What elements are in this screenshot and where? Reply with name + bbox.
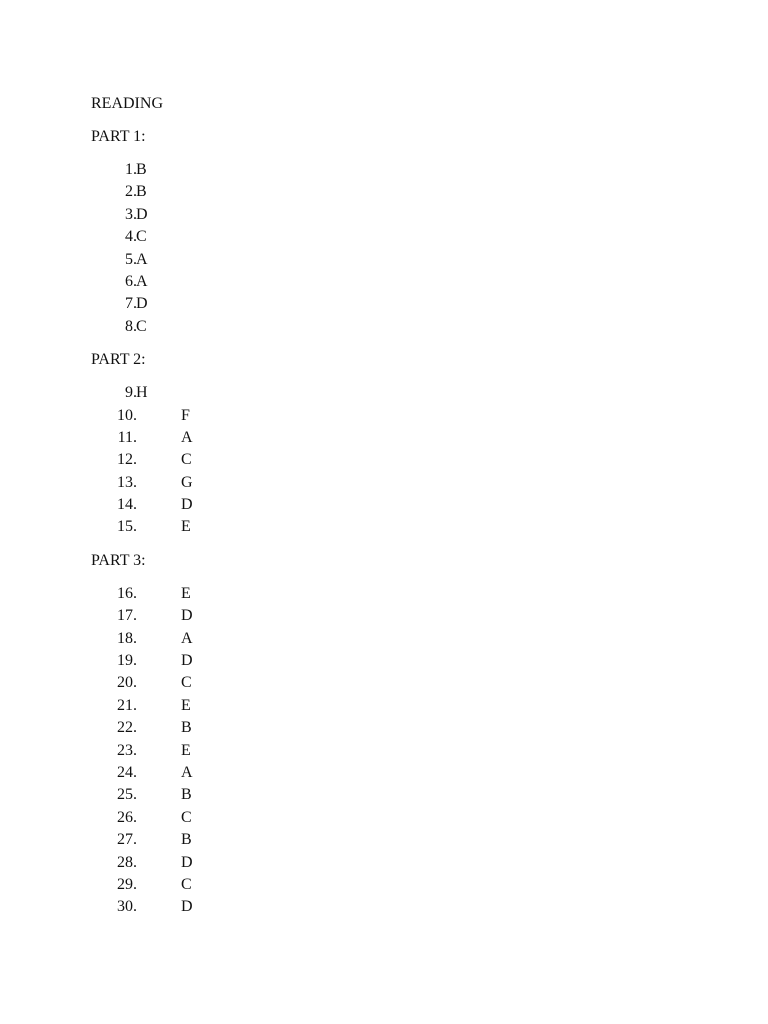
- question-number: 11.: [117, 428, 137, 446]
- list-item: [91, 405, 691, 427]
- answer-letter: D: [136, 295, 148, 313]
- list-item: [91, 226, 691, 248]
- question-number: 12.: [117, 451, 137, 469]
- section-label: PART 3:: [91, 551, 146, 569]
- question-number: 19.: [117, 652, 137, 670]
- question-number: 7.: [125, 295, 137, 313]
- list-item: [91, 271, 691, 293]
- answer-letter: C: [181, 451, 192, 469]
- list-item: [91, 293, 691, 315]
- question-number: 14.: [117, 496, 137, 514]
- list-item: [91, 740, 691, 762]
- list-item: [91, 427, 691, 449]
- question-number: 18.: [117, 629, 137, 647]
- section-part-3: [91, 550, 691, 919]
- list-item: [91, 852, 691, 874]
- answer-letter: H: [136, 384, 148, 402]
- list-item: [91, 472, 691, 494]
- list-item: [91, 784, 691, 806]
- question-number: 8.: [125, 317, 137, 335]
- question-number: 27.: [117, 831, 137, 849]
- answer-list: [91, 583, 691, 919]
- answer-letter: F: [181, 406, 190, 424]
- section-part-1: [91, 126, 691, 338]
- question-number: 10.: [117, 406, 137, 424]
- question-number: 1.: [125, 161, 137, 178]
- list-item: [91, 762, 691, 784]
- list-item: [91, 605, 691, 627]
- list-item: [91, 316, 691, 338]
- answer-letter: E: [181, 518, 191, 536]
- answer-letter: D: [181, 898, 193, 916]
- list-item: [91, 896, 691, 918]
- question-number: 16.: [117, 584, 137, 602]
- answer-letter: B: [181, 831, 192, 849]
- answer-letter: C: [136, 317, 147, 335]
- list-item: [91, 249, 691, 271]
- question-number: 24.: [117, 763, 137, 781]
- answer-list: [91, 159, 691, 338]
- list-item: [91, 628, 691, 650]
- answer-letter: A: [181, 763, 193, 781]
- answer-letter: C: [181, 875, 192, 893]
- answer-letter: C: [136, 228, 147, 246]
- question-number: 5.: [125, 250, 137, 268]
- answer-letter: D: [181, 607, 193, 625]
- list-item: [91, 672, 691, 694]
- answer-letter: D: [181, 496, 193, 514]
- answer-letter: B: [181, 719, 192, 737]
- section-label: PART 2:: [91, 351, 146, 369]
- answer-letter: C: [181, 808, 192, 826]
- answer-letter: G: [181, 473, 193, 491]
- question-number: 25.: [117, 786, 137, 804]
- question-number: 4.: [125, 228, 137, 246]
- list-item: [91, 382, 691, 404]
- question-number: 15.: [117, 518, 137, 536]
- question-number: 28.: [117, 853, 137, 871]
- answer-list: [91, 382, 691, 539]
- list-item: [91, 181, 691, 203]
- answer-letter: D: [136, 205, 148, 223]
- document-title: READING: [91, 95, 163, 112]
- answer-letter: B: [136, 161, 147, 178]
- question-number: 26.: [117, 808, 137, 826]
- section-part-2: [91, 349, 691, 539]
- list-item: [91, 874, 691, 896]
- question-number: 2.: [125, 183, 137, 201]
- answer-letter: E: [181, 741, 191, 759]
- list-item: [91, 583, 691, 605]
- list-item: [91, 516, 691, 538]
- list-item: [91, 829, 691, 851]
- answer-letter: C: [181, 674, 192, 692]
- list-item: [91, 449, 691, 471]
- answer-letter: A: [181, 629, 193, 647]
- question-number: 23.: [117, 741, 137, 759]
- answer-letter: B: [136, 183, 147, 201]
- list-item: [91, 717, 691, 739]
- answer-letter: D: [181, 652, 193, 670]
- list-item: [91, 159, 691, 181]
- question-number: 20.: [117, 674, 137, 692]
- question-number: 29.: [117, 875, 137, 893]
- question-number: 21.: [117, 696, 137, 714]
- answer-letter: B: [181, 786, 192, 804]
- question-number: 30.: [117, 898, 137, 916]
- question-number: 3.: [125, 205, 137, 223]
- answer-letter: E: [181, 584, 191, 602]
- list-item: [91, 650, 691, 672]
- answer-letter: A: [181, 428, 193, 446]
- answer-letter: E: [181, 696, 191, 714]
- answer-key: [91, 93, 691, 919]
- question-number: 17.: [117, 607, 137, 625]
- question-number: 22.: [117, 719, 137, 737]
- list-item: [91, 807, 691, 829]
- list-item: [91, 695, 691, 717]
- answer-letter: A: [136, 272, 148, 290]
- answer-letter: A: [136, 250, 148, 268]
- list-item: [91, 494, 691, 516]
- question-number: 9.: [125, 384, 137, 402]
- section-label: PART 1:: [91, 128, 146, 145]
- list-item: [91, 204, 691, 226]
- question-number: 13.: [117, 473, 137, 491]
- question-number: 6.: [125, 272, 137, 290]
- answer-letter: D: [181, 853, 193, 871]
